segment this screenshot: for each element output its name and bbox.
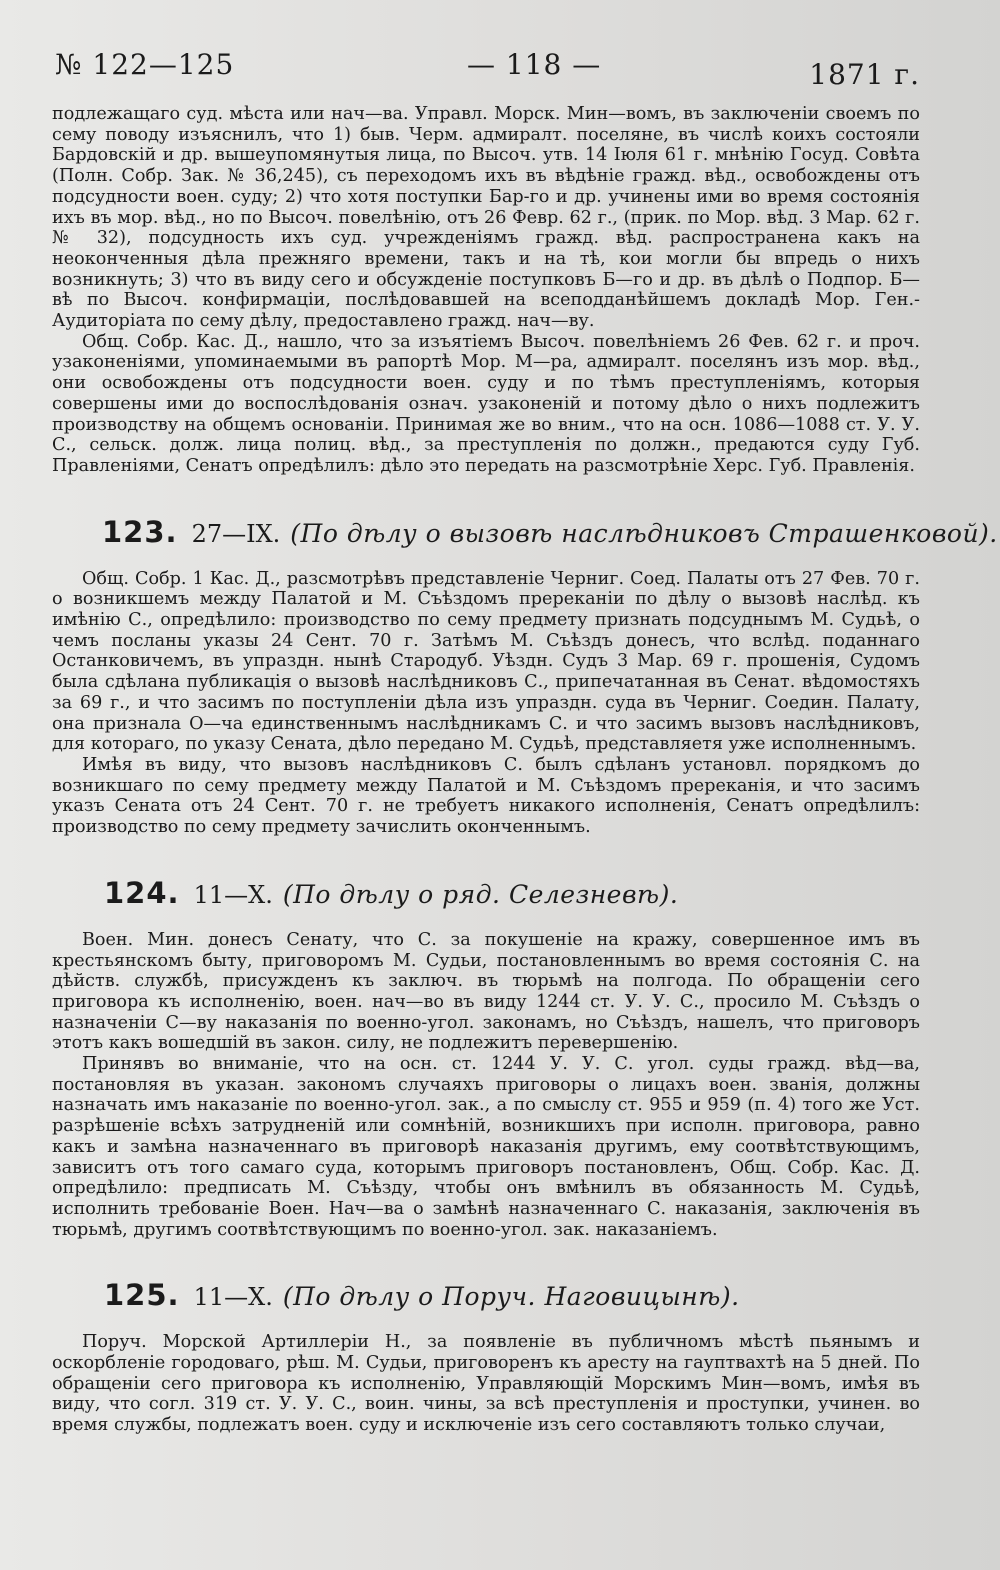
header-page-number: — 118 —	[467, 48, 602, 81]
section-title: (По дѣлу о вызовѣ наслѣдниковъ Страшенковой).	[290, 518, 998, 548]
header-issue-range: № 122—125	[55, 48, 235, 81]
section-number: 125.	[104, 1278, 180, 1313]
section-paragraph: Общ. Собр. 1 Кас. Д., разсмотрѣвъ представленіе Черниг. Соед. Палаты отъ 27 Фев. 70 г. о возникшемъ между Палатой и М. Съѣздомъ пререканіи по дѣлу о вызовѣ наслѣд. къ имѣнію С., опредѣлило: производство по сему предмету признать подсуднымъ М. Судьѣ, о чемъ посланы указы 24 Сент. 70 г. Затѣмъ М. Съѣздъ донесъ, что вслѣд. поданнаго Останковичемъ, въ упраздн. нынѣ Стародуб. Уѣздн. Судъ 3 Мар. 69 г. прошенія, Судомъ была сдѣлана публикація о вызовѣ наслѣдниковъ С., припечатанная въ Сенат. вѣдомостяхъ за 69 г., и что засимъ по поступленіи дѣла изъ упраздн. суда въ Черниг. Соедин. Палату, она признала О—ча единственнымъ наслѣдникамъ С. и что засимъ вызовъ наслѣдниковъ, для котораго, по указу Сената, дѣло передано М. Судьѣ, представляетя уже исполненнымъ.	[52, 568, 920, 755]
section-date: 11—X.	[193, 880, 273, 909]
section-date: 27—IX.	[191, 519, 281, 548]
section-123	[52, 514, 998, 838]
section-125	[52, 1278, 920, 1436]
section-title: (По дѣлу о ряд. Селезневѣ).	[282, 879, 679, 909]
section-paragraph: Принявъ во вниманіе, что на осн. ст. 1244 У. У. С. угол. суды гражд. вѣд—ва, постановляя въ указан. закономъ случаяхъ приговоры о лицахъ воен. званія, должны назначать имъ наказаніе по военно-угол. зак., а по смыслу ст. 955 и 959 (п. 4) того же Уст. разрѣшеніе всѣхъ затрудненій или сомнѣній, возникшихъ при исполн. приговора, равно какъ и замѣна назначеннаго въ приговорѣ наказанія другимъ, ему соотвѣтствующимъ, зависитъ отъ того самаго суда, которымъ приговоръ постановленъ, Общ. Собр. Кас. Д. опредѣлило: предписать М. Съѣзду, чтобы онъ вмѣнилъ въ обязанность М. Судьѣ, исполнить требованіе Воен. Нач—ва о замѣнѣ назначеннаго С. наказанія, заключенія въ тюрьмѣ, другимъ соотвѣтствующимъ по военно-угол. зак. наказаніемъ.	[52, 1054, 920, 1240]
section-124	[52, 876, 920, 1241]
intro-paragraph: Общ. Собр. Кас. Д., нашло, что за изъятіемъ Высоч. повелѣніемъ 26 Фев. 62 г. и проч. узаконеніями, упоминаемыми въ рапортѣ Мор. М—ра, адмиралт. поселянъ изъ мор. вѣд., они освобождены отъ подсудности воен. суду и по тѣмъ преступленіямъ, которыя совершены ими до воспослѣдованія означ. узаконеній и потому дѣло о нихъ подлежитъ производству на общемъ основаніи. Принимая же во вним., что на осн. 1086—1088 ст. У. У. С., сельск. долж. лица полиц. вѣд., за преступленія по должн., предаются суду Губ. Правленіями, Сенатъ опредѣлилъ: дѣло это передать на разсмотрѣніе Херс. Губ. Правленія.	[52, 331, 920, 476]
section-heading	[52, 876, 920, 910]
section-number: 124.	[104, 875, 180, 910]
page-header	[55, 48, 920, 91]
section-number: 123.	[102, 514, 178, 549]
header-year: 1871 г.	[809, 58, 920, 91]
section-heading	[52, 1278, 920, 1312]
section-title: (По дѣлу о Поруч. Наговицынѣ).	[282, 1282, 740, 1312]
section-heading	[52, 514, 998, 549]
page-body	[52, 104, 998, 1436]
section-paragraph: Поруч. Морской Артиллеріи Н., за появленіе въ публичномъ мѣстѣ пьянымъ и оскорбленіе городоваго, рѣш. М. Судьи, приговоренъ къ аресту на гауптвахтѣ на 5 дней. По обращеніи сего приговора къ исполненію, Управляющій Морскимъ Мин—вомъ, имѣя въ виду, что согл. 319 ст. У. У. С., воин. чины, за всѣ преступленія и проступки, учинен. во время службы, подлежатъ воен. суду и исключеніе изъ сего составляютъ только случаи,	[52, 1332, 920, 1436]
intro-paragraph: подлежащаго суд. мѣста или нач—ва. Управл. Морск. Мин—вомъ, въ заключеніи своемъ по сему поводу изъяснилъ, что 1) быв. Черм. адмиралт. поселяне, въ числѣ коихъ состояли Бардовскій и др. вышеупомянутыя лица, по Высоч. утв. 14 Іюля 61 г. мнѣнію Госуд. Совѣта (Полн. Собр. Зак. № 36,245), съ переходомъ ихъ въ вѣдѣніе гражд. вѣд., освобождены отъ подсудности воен. суду; 2) что хотя поступки Бар-го и др. учинены ими во время состоянія ихъ въ мор. вѣд., но по Высоч. повелѣнію, отъ 26 Февр. 62 г., (прик. по Мор. вѣд. 3 Мар. 62 г. № 32), подсудность ихъ суд. учрежденіямъ гражд. вѣд. распространена какъ на неоконченныя дѣла прежняго времени, такъ и на тѣ, кои могли бы впредь о нихъ возникнуть; 3) что въ виду сего и обсужденіе поступковъ Б—го и др. въ дѣлѣ о Подпор. Б—вѣ по Высоч. конфирмаціи, послѣдовавшей на всеподданѣйшемъ докладѣ Мор. Ген.-Аудиторіата по сему дѣлу, предоставлено гражд. нач—ву.	[52, 104, 920, 332]
section-paragraph: Воен. Мин. донесъ Сенату, что С. за покушеніе на кражу, совершенное имъ въ крестьянскомъ быту, приговоромъ М. Судьи, постановленнымъ во время состоянія С. на дѣйств. службѣ, присужденъ къ заключ. въ тюрьмѣ на полгода. По обращеніи сего приговора къ исполненію, воен. нач—во въ виду 1244 ст. У. У. С., просило М. Съѣздъ о назначеніи С—ву наказанія по военно-угол. законамъ, но Съѣздъ, нашелъ, что приговоръ этотъ какъ вошедшій въ закон. силу, не подлежитъ перевершенію.	[52, 929, 920, 1054]
section-date: 11—X.	[193, 1283, 273, 1312]
section-paragraph: Имѣя въ виду, что вызовъ наслѣдниковъ С. былъ сдѣланъ установл. порядкомъ до возникшаго по сему предмету между Палатой и М. Съѣздомъ пререканія, и что засимъ указъ Сената отъ 24 Сент. 70 г. не требуетъ никакого исполненія, Сенатъ опредѣлилъ: производство по сему предмету зачислить оконченнымъ.	[52, 754, 920, 838]
